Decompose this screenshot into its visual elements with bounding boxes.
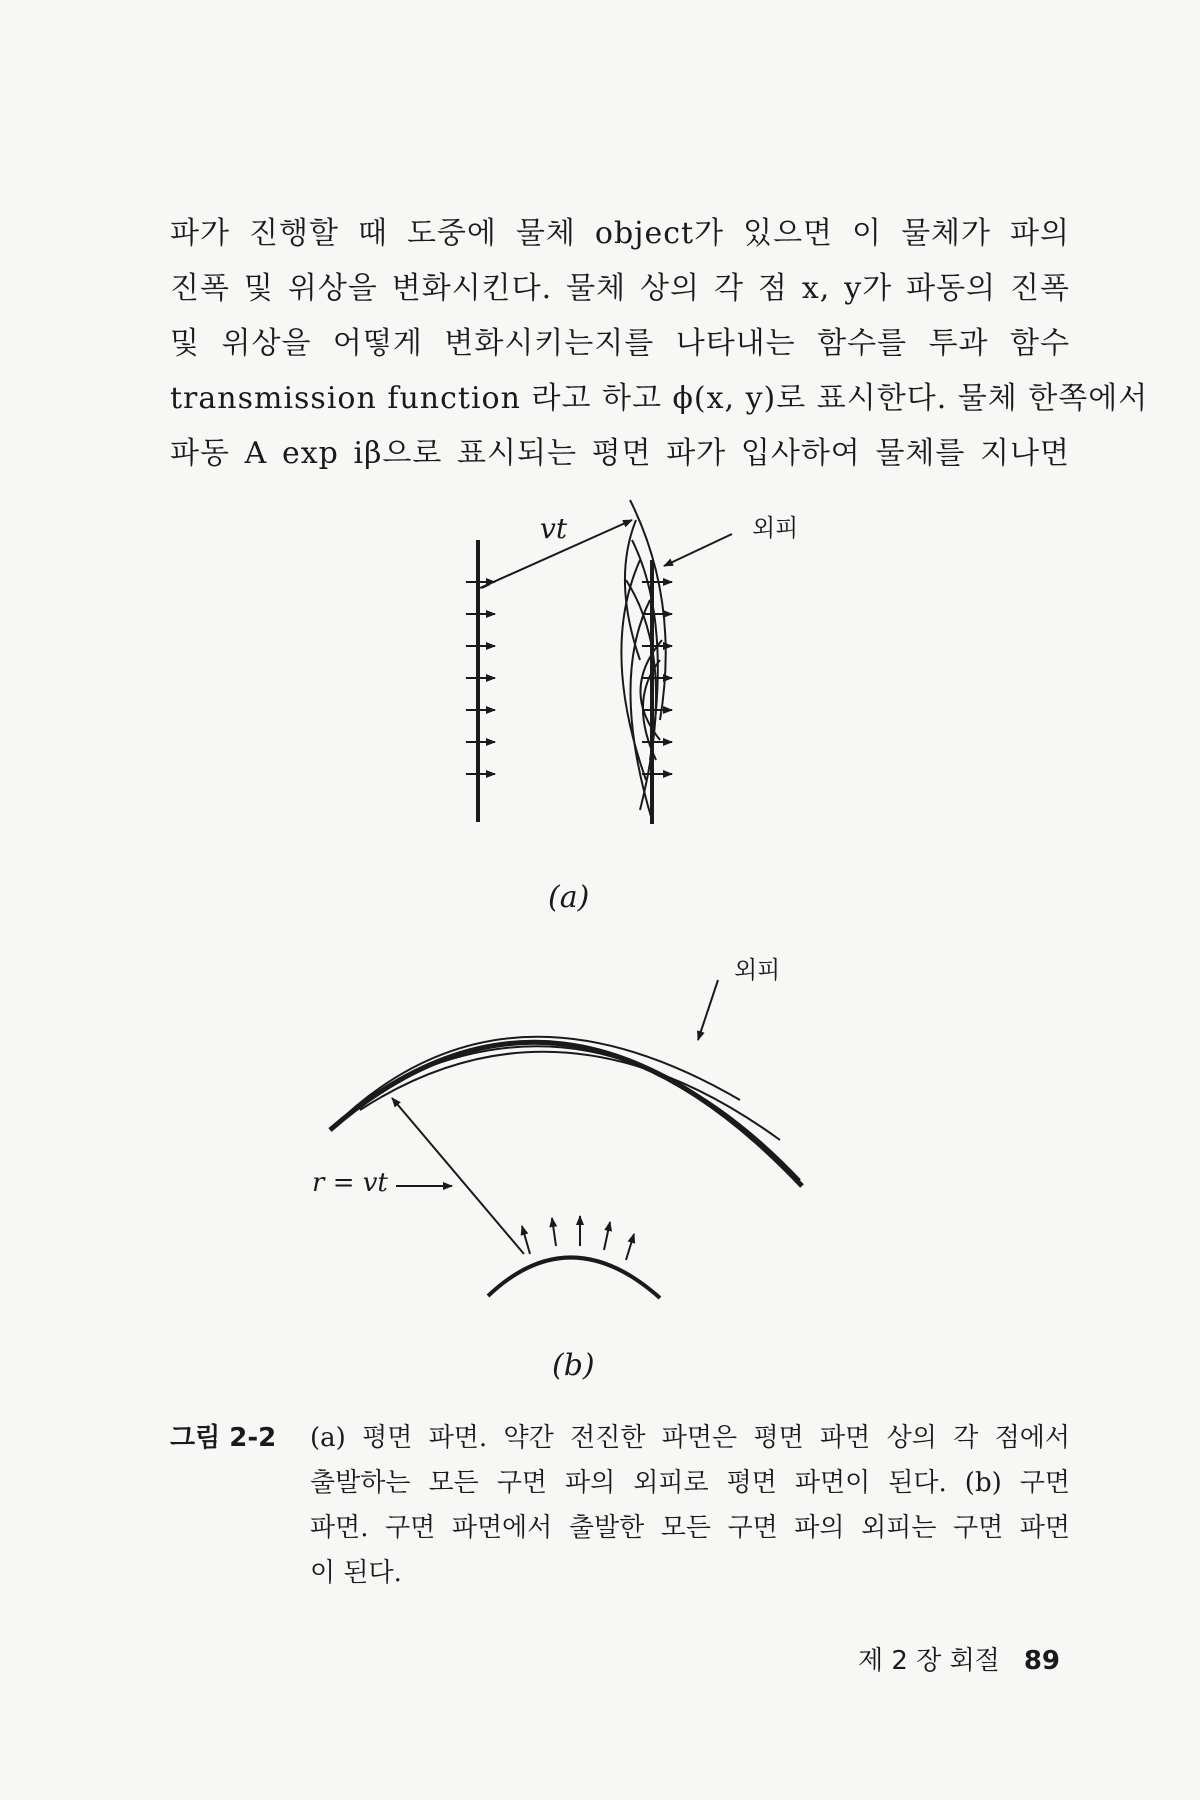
wavefront-arrows-a2 [642,582,672,774]
body-line-3: 및 위상을 어떻게 변화시키는지를 나타내는 함수를 투과 함수 [170,326,1070,361]
envelope-label-b: 외피 [734,956,781,984]
body-line-5: 파동 A exp iβ으로 표시되는 평면 파가 입사하여 물체를 지나면 [170,436,1070,471]
caption-line-2: 출발하는 모든 구면 파의 외피로 평면 파면이 된다. (b) 구면 [310,1468,1070,1498]
body-line-2: 진폭 및 위상을 변화시킨다. 물체 상의 각 점 x, y가 파동의 진폭 [170,271,1070,306]
page-number: 89 [1023,1646,1060,1676]
envelope-pointer-a [664,534,732,566]
caption-label: 그림 2-2 [170,1423,277,1453]
caption-line-4: 이 된다. [310,1558,402,1588]
caption-line-1: (a) 평면 파면. 약간 전진한 파면은 평면 파면 상의 각 점에서 [310,1423,1070,1453]
envelope-label-a: 외피 [752,514,799,542]
body-line-1: 파가 진행할 때 도중에 물체 object가 있으면 이 물체가 파의 [170,216,1070,251]
secondary-wavelets-a [621,500,665,820]
envelope-pointer-b [698,980,718,1040]
source-arc [488,1257,660,1298]
caption-text [310,1416,1070,1596]
wavefront-arrows-a [466,582,495,774]
page-footer [800,1640,1060,1677]
spherical-envelope [330,1042,802,1186]
vt-label: vt [540,512,568,545]
caption-line-3: 파면. 구면 파면에서 출발한 모든 구면 파의 외피는 구면 파면 [310,1513,1070,1543]
radius-arrow [392,1098,524,1254]
radius-label: r = vt [312,1168,388,1198]
body-line-4: transmission function 라고 하고 ϕ(x, y)로 표시한다. 물체 한쪽에서 [170,381,1149,416]
figure-a-label: (a) [548,880,590,915]
chapter-title: 제 2 장 회절 [858,1646,1000,1676]
figure-b-drawing [330,980,802,1298]
figure-b-label: (b) [552,1348,595,1383]
